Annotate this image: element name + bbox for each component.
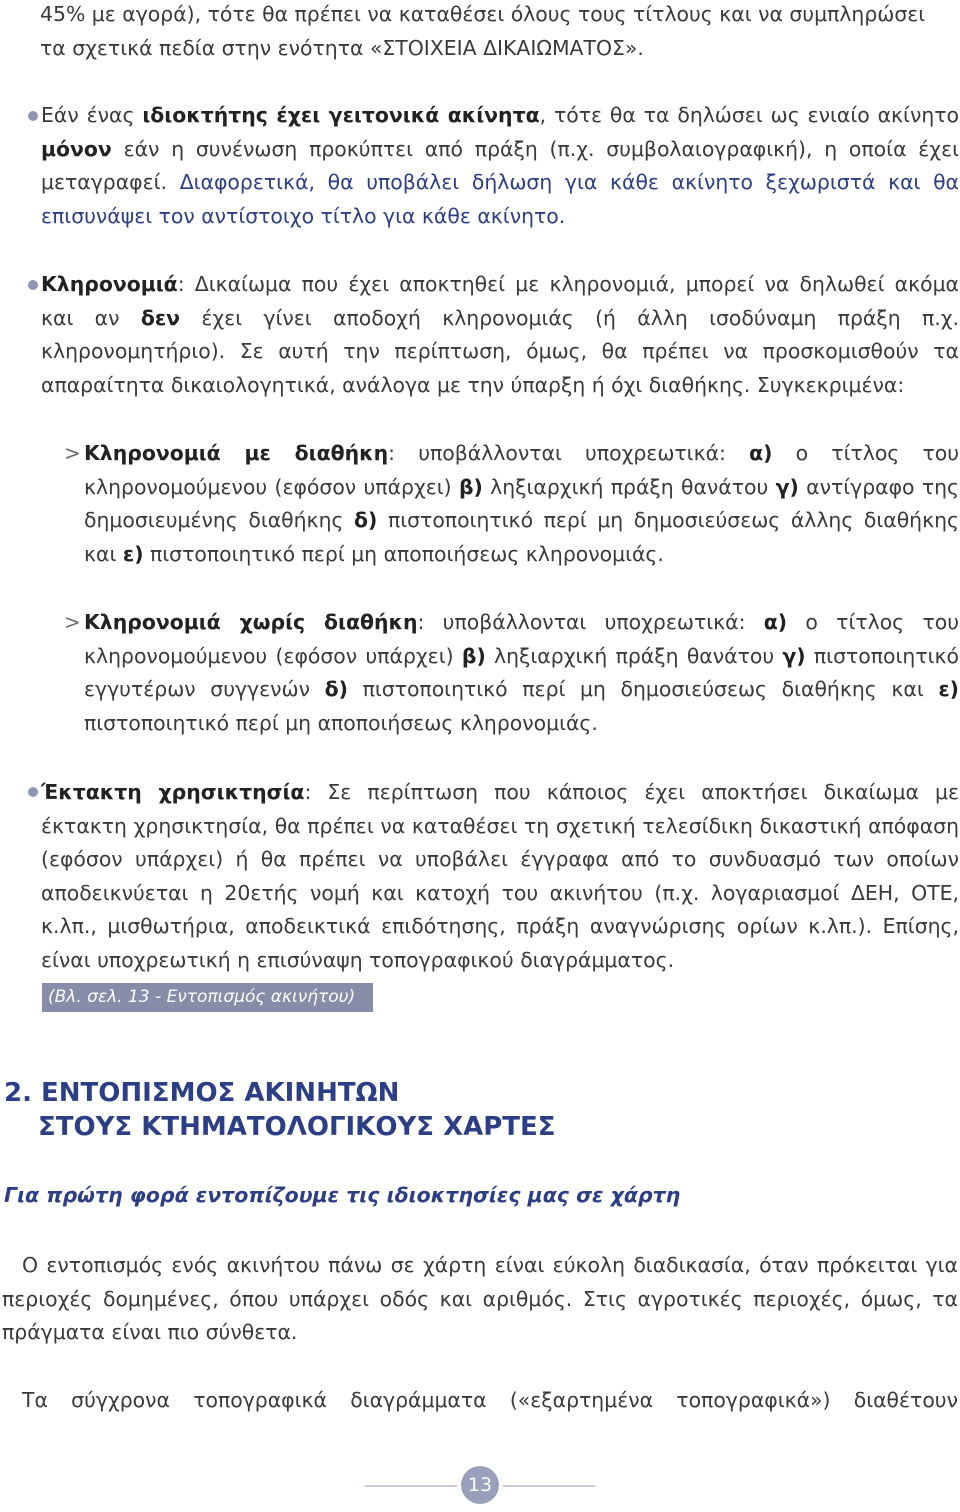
footer-divider-right: [503, 1485, 595, 1487]
text-run: εάν η συνένωση προκύπτει από πράξη (π.χ. συμβολαιογραφική), η οποία έχει μεταγραφεί.: [41, 136, 959, 195]
text-run: ληξιαρχική πράξη θανάτου: [482, 474, 776, 499]
section-subtitle: Για πρώτη φορά εντοπίζουμε τις ιδιοκτησίες μας σε χάρτη: [4, 1183, 681, 1207]
bullet-inheritance: [41, 268, 959, 402]
section-paragraph-2: Τα σύγχρονα τοπογραφικά διαγράμματα («εξαρτημένα τοπογραφικά») διαθέτουν: [22, 1388, 958, 1412]
arrow-right-icon: >: [64, 441, 81, 465]
bullet-dot-icon: [28, 280, 38, 290]
bold-run: β): [461, 643, 486, 668]
top-paragraph: [40, 0, 958, 65]
bold-run: ε): [122, 541, 144, 566]
text-run: ο τίτλος του κληρονομούμενου (εφόσον υπάρχει): [84, 610, 959, 668]
text-run: πιστοποιητικό περί μη δημοσιεύσεως άλλης διαθήκης και: [84, 508, 960, 566]
bold-run: Κληρονομιά με διαθήκη: [84, 441, 389, 465]
bold-run: δ): [354, 508, 378, 533]
bold-run: μόνον: [41, 136, 112, 161]
text-run: πιστοποιητικό περί μη αποποιήσεως κληρονομιάς.: [143, 541, 664, 566]
text-run: πιστοποιητικό περί μη αποποιήσεως κληρονομιάς.: [84, 710, 598, 735]
footer-divider-left: [365, 1485, 457, 1487]
bullet-usucapion: [41, 776, 959, 978]
text-run: πιστοποιητικό περί μη δημοσιεύσεως διαθήκης και: [347, 677, 939, 702]
page-number: 13: [461, 1466, 499, 1504]
text-run: : Σε περίπτωση που κάποιος έχει αποκτήσει δικαίωμα με έκτακτη χρησικτησία, θα πρέπει να καταθέσει τη σχετική τελεσίδικη δικαστική απόφαση (εφόσον υπάρχει) ή θα πρέπει να υποβάλει έγγραφα από το συνδυασμό των οποίων αποδεικνύεται η 20ετής νομή και κατοχή του ακινήτου (π.χ. λογαριασμοί ΔΕΗ, ΟΤΕ, κ.λπ., μισθωτήρια, αποδεικτικά επιδότησης, πράξη αναγνώρισης ορίων κ.λπ.). Επίσης, είναι υποχρεωτική η επισύναψη τοπογραφικού διαγράμματος.: [41, 780, 959, 972]
bold-run: α): [749, 441, 773, 465]
sub-with-will: [84, 437, 959, 571]
text-run: ο τίτλος του κληρονομούμενου (εφόσον υπάρχει): [84, 441, 960, 499]
bold-run: ιδιοκτήτης έχει γειτονικά ακίνητα: [142, 103, 540, 127]
bold-run: Κληρονομιά: [41, 272, 178, 296]
highlight-run: Διαφορετικά, θα υποβάλει δήλωση για κάθε ακίνητο ξεχωριστά και θα επισυνάψει τον αντίστοιχο τίτλο για κάθε ακίνητο.: [41, 170, 959, 228]
text-run: ληξιαρχική πράξη θανάτου: [485, 643, 783, 668]
bold-run: γ): [782, 643, 806, 668]
bold-run: α): [763, 610, 788, 634]
top-paragraph-line1: 45% με αγορά), τότε θα πρέπει να καταθέσει όλους τους τίτλους και να συμπληρώσει: [40, 2, 926, 26]
bullet-dot-icon: [28, 787, 38, 797]
section-paragraph-1: Ο εντοπισμός ενός ακινήτου πάνω σε χάρτη είναι εύκολη διαδικασία, όταν πρόκειται για περιοχές δομημένες, όπου υπάρχει οδός και αριθμός. Στις αγροτικές περιοχές, όμως, τα πράγματα είναι πιο σύνθετα.: [2, 1253, 958, 1345]
bold-run: δ): [324, 677, 348, 702]
bullet-neighbor: [41, 99, 959, 233]
bold-run: δεν: [140, 305, 181, 330]
bullet-dot-icon: [28, 111, 38, 121]
text-run: : υποβάλλονται υποχρεωτικά:: [417, 610, 764, 634]
bold-run: Έκτακτη χρησικτησία: [41, 780, 305, 804]
section-heading-line2: ΣΤΟΥΣ ΚΤΗΜΑΤΟΛΟΓΙΚΟΥΣ ΧΑΡΤΕΣ: [38, 1112, 556, 1142]
text-run: , τότε θα τα δηλώσει ως ενιαίο ακίνητο: [539, 103, 960, 127]
text-run: έχει γίνει αποδοχή κληρονομιάς (ή άλλη ισοδύναμη πράξη π.χ. κληρονομητήριο). Σε αυτή την περίπτωση, όμως, θα πρέπει να προσκομισθούν τα απαραίτητα δικαιολογητικά, ανάλογα με την ύπαρξη ή όχι διαθήκης. Συγκεκριμένα:: [41, 305, 959, 397]
text-run: : Δικαίωμα που έχει αποκτηθεί με κληρονομιά, μπορεί να δηλωθεί ακόμα και αν: [41, 272, 959, 330]
arrow-right-icon: >: [64, 610, 81, 634]
top-paragraph-line2: τα σχετικά πεδία στην ενότητα «ΣΤΟΙΧΕΙΑ ΔΙΚΑΙΩΜΑΤΟΣ».: [40, 35, 644, 60]
bold-run: ε): [938, 677, 959, 702]
text-run: αντίγραφο της δημοσιευμένης διαθήκης: [84, 474, 959, 533]
text-run: Εάν ένας: [41, 103, 143, 127]
section-heading-line1: 2. ΕΝΤΟΠΙΣΜΟΣ ΑΚΙΝΗΤΩΝ: [4, 1078, 400, 1108]
page-reference-link[interactable]: (Βλ. σελ. 13 - Εντοπισμός ακινήτου): [42, 983, 373, 1012]
bold-run: γ): [775, 474, 799, 499]
bold-run: β): [458, 474, 483, 499]
sub-without-will: [84, 606, 959, 740]
section-heading: [4, 1076, 556, 1144]
bold-run: Κληρονομιά χωρίς διαθήκη: [84, 610, 418, 634]
text-run: : υποβάλλονται υποχρεωτικά:: [388, 441, 750, 465]
text-run: πιστοποιητικό εγγυτέρων συγγενών: [84, 643, 959, 702]
